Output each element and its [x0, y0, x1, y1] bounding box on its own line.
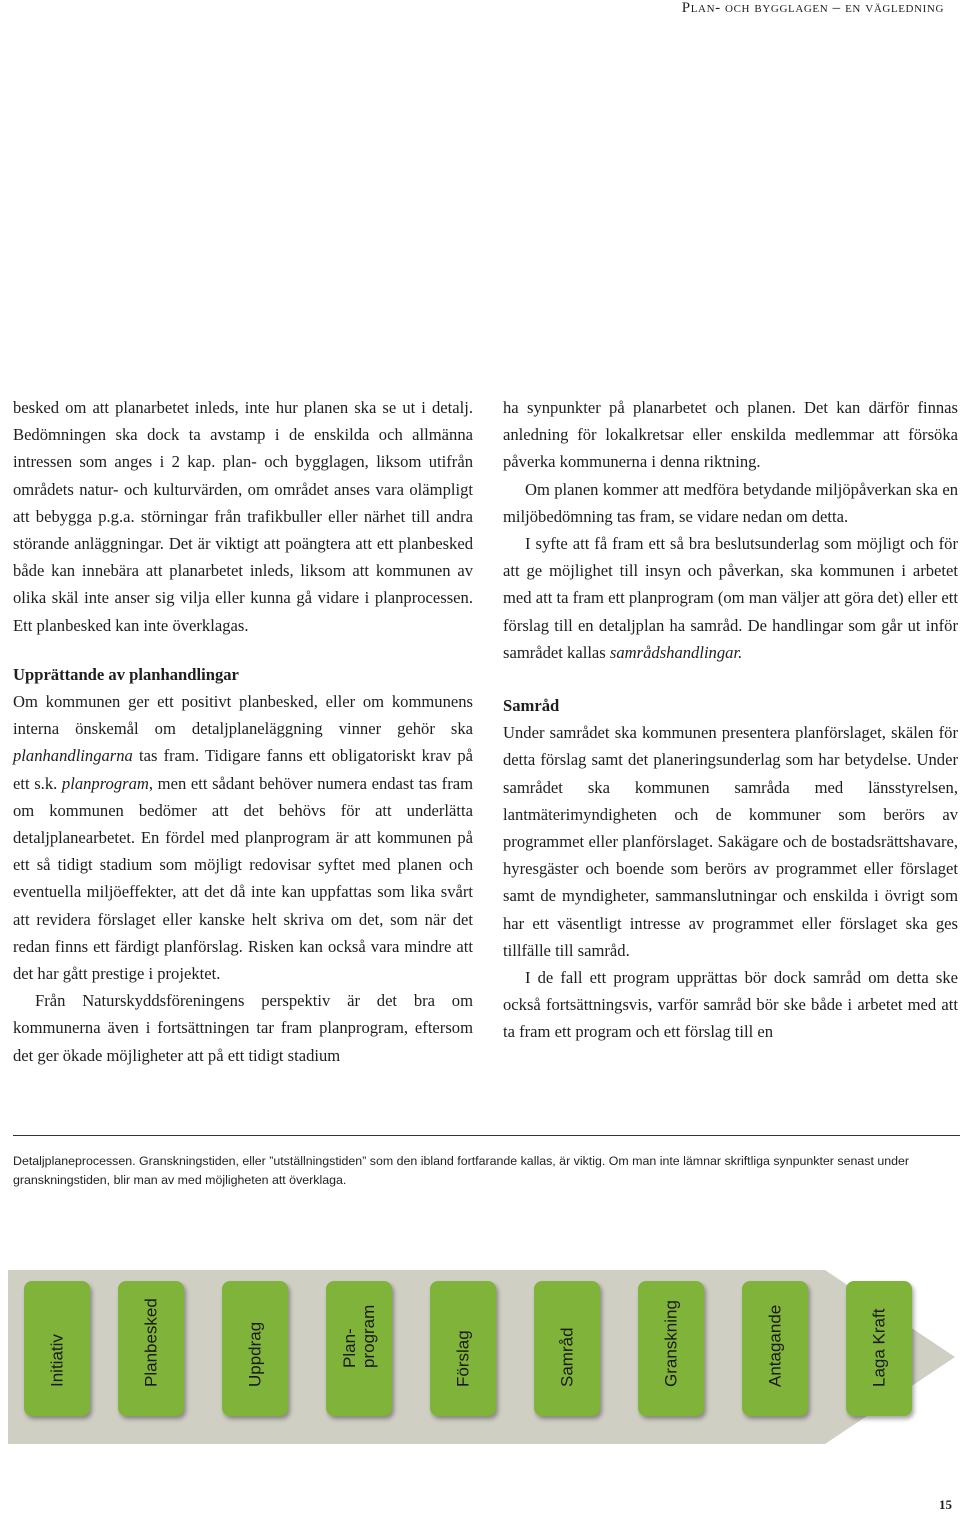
process-step-label: Plan- program	[340, 1304, 378, 1368]
process-step-label: Förslag	[453, 1330, 473, 1387]
right-paragraph-2: Om planen kommer att medföra betydande miljöpåverkan ska en miljöbedömning tas fram, se vidare nedan om detta.	[503, 479, 958, 526]
left-paragraph-3: Från Naturskyddsföreningens perspektiv är det bra om kommunerna även i fortsättningen tar fram planprogram, eftersom det ger ökade möjligheter att på ett tidigt stadium	[13, 991, 473, 1065]
process-step-label: Planbesked	[141, 1298, 161, 1387]
process-step	[118, 1281, 184, 1416]
right-column	[503, 394, 958, 1046]
process-step	[638, 1281, 704, 1416]
process-step-label: Samråd	[557, 1327, 577, 1387]
process-step-label: Initiativ	[47, 1334, 67, 1387]
right-paragraph-4: Under samrådet ska kommunen presentera planförslaget, skälen för detta förslag samt det planeringsunderlag som har betydelse. Under samrådet ska kommunen samråda med länsstyrelsen, lantmäterimyndigheten och de kommuner som berörs av programmet eller planförslaget. Sakägare och de bostadsrättshavare, hyresgäster och boende som berörs av programmet eller förslaget samt de myndigheter, sammanslutningar och enskilda i övrigt som har ett väsentligt intresse av programmet eller förslaget ska ges tillfälle till samråd.	[503, 723, 958, 960]
page-number: 15	[939, 1497, 952, 1512]
process-step	[742, 1281, 808, 1416]
caption-top-rule	[13, 1135, 960, 1136]
left-column	[13, 394, 473, 1069]
process-step	[430, 1281, 496, 1416]
process-step-label: Granskning	[661, 1300, 681, 1387]
section-heading-planhandlingar: Upprättande av planhandlingar	[13, 664, 239, 684]
left-paragraph-1: besked om att planarbetet inleds, inte hur planen ska se ut i detalj. Bedömningen ska dock ta avstamp i de enskilda och allmänna intressen som anges i 2 kap. plan- och bygglagen, liksom utifrån områdets natur- och kulturvärden, om området anses vara olämpligt att bebygga p.g.a. störningar från trafikbuller eller närhet till andra störande anläggningar. Det är viktigt att poängtera att ett planbesked både kan innebära att planarbetet inleds, liksom att kommunen av olika skäl inte anser sig vilja eller kunna gå vidare i planprocessen. Ett planbesked kan inte överklagas.	[13, 398, 473, 635]
left-paragraph-2: Om kommunen ger ett positivt planbesked, eller om kommunens interna önskemål om detaljplaneläggning vinner gehör ska planhandlingarna tas fram. Tidigare fanns ett obligatoriskt krav på ett s.k. planprogram, men ett sådant behöver numera endast tas fram om kommunen bedömer att det behövs för att underlätta detaljplanearbetet. En fördel med planprogram är att kommunen på ett så tidigt stadium som möjligt redovisar syftet med planen och eventuella miljöeffekter, att det då inte kan uppfattas som lika svårt att revidera förslaget eller kanske helt skriva om det, som när det redan finns ett färdigt planförslag. Risken kan också vara mindre att det har gått prestige i projektet.	[13, 692, 473, 984]
section-heading-samrad: Samråd	[503, 696, 560, 716]
right-paragraph-1: ha synpunkter på planarbetet och planen. Det kan därför finnas anledning för lokalkretsar eller enskilda medlemmar att försöka påverka kommunerna i denna riktning.	[503, 398, 958, 472]
process-step-label: Uppdrag	[245, 1321, 265, 1387]
process-step	[326, 1281, 392, 1416]
process-step	[222, 1281, 288, 1416]
process-step-label: Laga Kraft	[869, 1308, 889, 1387]
right-paragraph-3: I syfte att få fram ett så bra beslutsunderlag som möjligt och för att ge möjlighet till insyn och påverkan, ska kommunen i arbetet med att ta fram ett planprogram (om man väljer att göra det) eller ett förslag till en detaljplan ha samråd. De handlingar som går ut inför samrådet kallas samrådshandlingar.	[503, 534, 958, 662]
process-step	[846, 1281, 912, 1416]
running-header: Plan- och bygglagen – en vägledning	[681, 0, 944, 16]
process-step-label: Antagande	[765, 1304, 785, 1387]
right-paragraph-5: I de fall ett program upprättas bör dock samråd om detta ske också fortsättningsvis, varför samråd bör ske både i arbetet med att ta fram ett program och ett förslag till en	[503, 968, 958, 1042]
process-step	[534, 1281, 600, 1416]
figure-caption: Detaljplaneprocessen. Granskningstiden, eller ”utställningstiden” som den ibland fortfarande kallas, är viktig. Om man inte lämnar skriftliga synpunkter senast under granskningstiden, blir man av med möjligheten att överklaga.	[13, 1154, 910, 1187]
process-step	[24, 1281, 90, 1416]
